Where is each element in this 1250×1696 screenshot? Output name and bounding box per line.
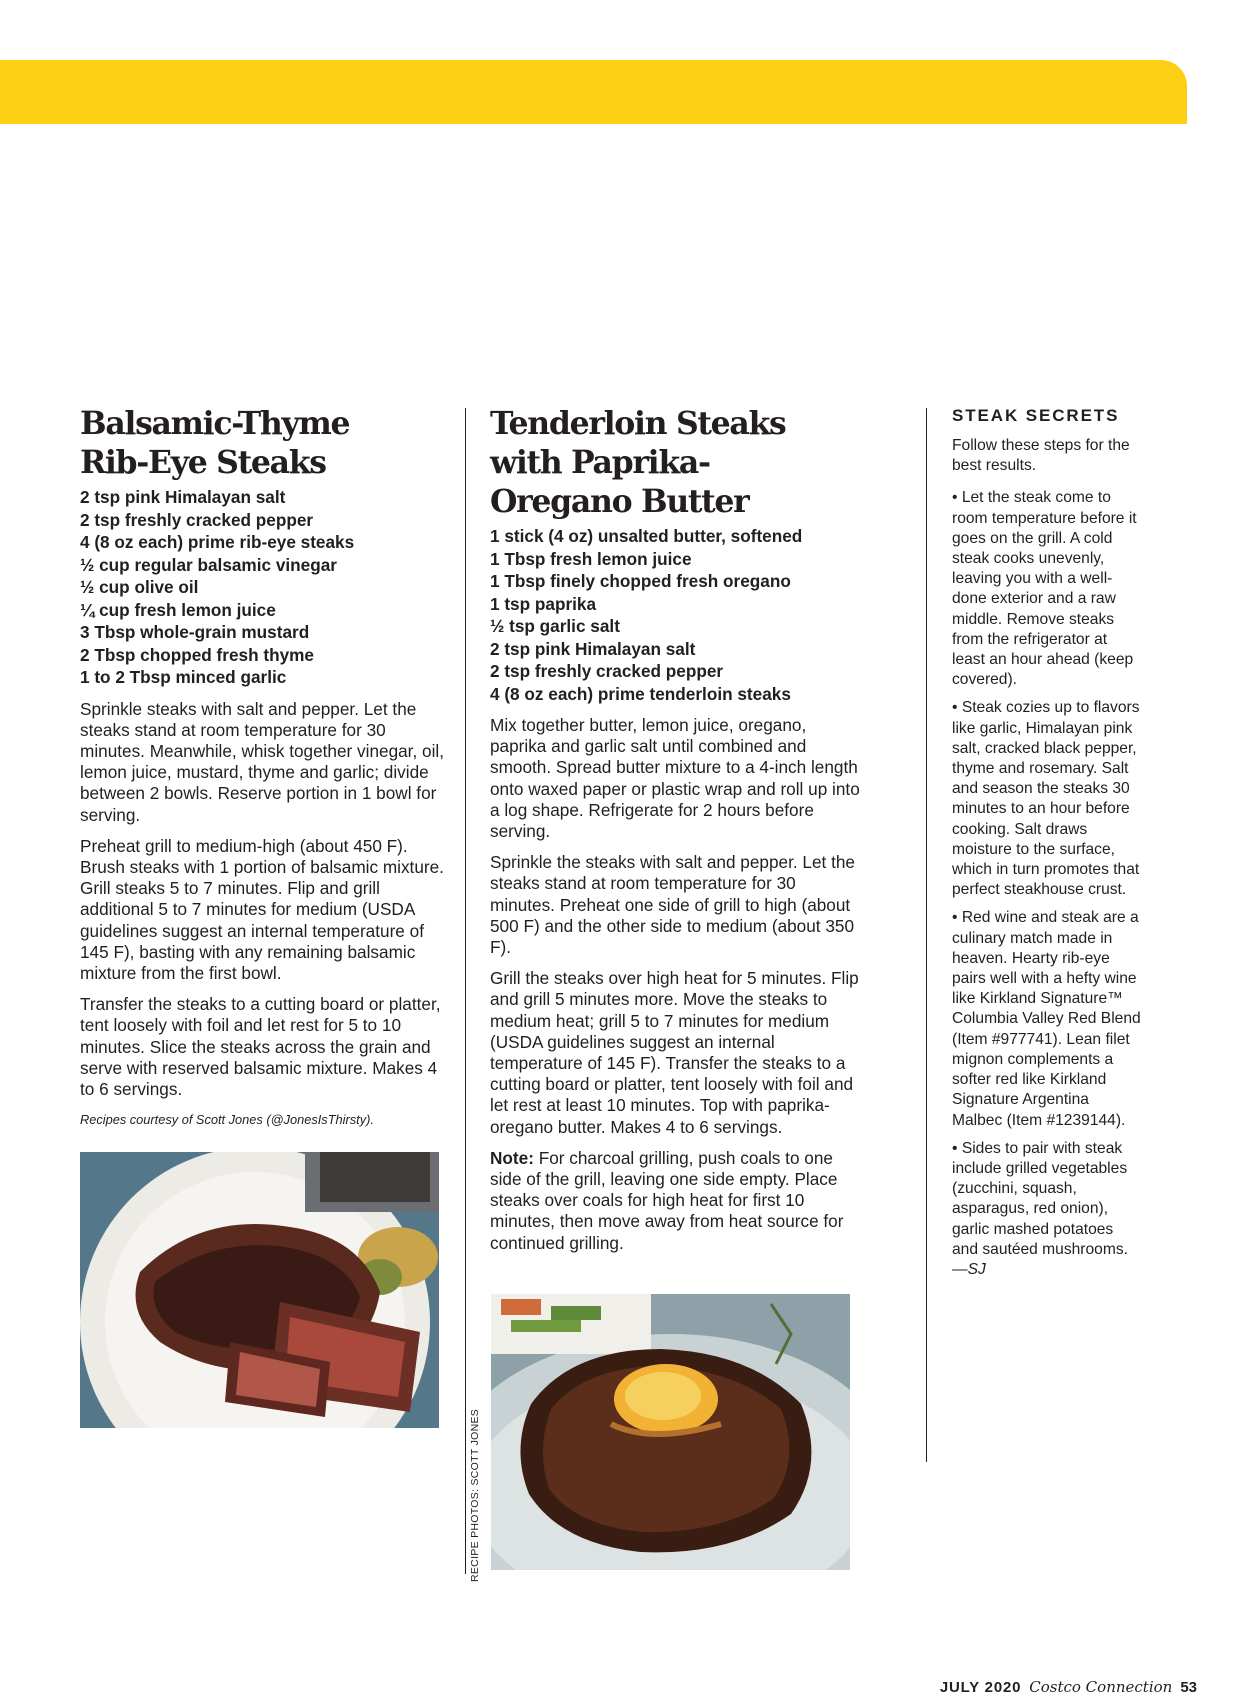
tenderloin-photo bbox=[491, 1294, 850, 1570]
recipe-credit: Recipes courtesy of Scott Jones (@JonesIsThirsty). bbox=[80, 1112, 374, 1128]
header-banner bbox=[0, 60, 1187, 124]
tip-text: Sides to pair with steak include grilled vegetables (zucchini, squash, asparagus, red onion), garlic mashed potatoes and sautéed mushrooms. bbox=[952, 1139, 1128, 1258]
recipe-step: Transfer the steaks to a cutting board or platter, tent loosely with foil and let rest for 5 to 10 minutes. Slice the steaks across the grain and serve with reserved balsamic mixture. Makes 4 to 6 servings. bbox=[80, 994, 441, 1099]
recipe-step: Mix together butter, lemon juice, oregano, paprika and garlic salt until combined and smooth. Spread butter mixture to a 4-inch length onto waxed paper or plastic wrap and roll up into a log shape. Refrigerate for 2 hours before serving. bbox=[490, 715, 860, 842]
ingredient: ½ cup olive oil bbox=[80, 577, 199, 597]
tip-signoff: —SJ bbox=[952, 1260, 986, 1278]
ingredient: ½ cup regular balsamic vinegar bbox=[80, 554, 337, 575]
ingredient: 2 Tbsp chopped fresh thyme bbox=[80, 644, 314, 665]
recipe-note bbox=[490, 1148, 860, 1254]
tip-item bbox=[952, 908, 1142, 1130]
tip-text: Steak cozies up to flavors like garlic, Himalayan pink salt, cracked black pepper, thyme and rosemary. Salt and season the steaks 30 minutes to an hour before cooking. Salt draws moisture to the surface, which in turn promotes that perfect steakhouse crust. bbox=[952, 699, 1140, 899]
bullet-icon: • bbox=[952, 909, 958, 927]
recipe-step: Sprinkle the steaks with salt and pepper. Let the steaks stand at room temperature for 30 minutes. Preheat one side of grill to high (about 500 F) and the other side to medium (about 350 F). bbox=[490, 852, 855, 958]
recipe-title bbox=[80, 404, 450, 482]
note-text: For charcoal grilling, push coals to one side of the grill, leaving one side empty. Place steaks over coals for high heat for first 10 minutes, then move away from heat source for continued grilling. bbox=[490, 1147, 844, 1253]
recipe-title bbox=[490, 404, 860, 521]
tip-item bbox=[952, 698, 1142, 900]
column-divider bbox=[465, 408, 466, 1574]
ingredient: 2 tsp pink Himalayan salt bbox=[490, 638, 696, 659]
ingredient: 1 tsp paprika bbox=[490, 593, 597, 614]
ingredient: 3 Tbsp whole-grain mustard bbox=[80, 622, 310, 642]
recipe-title-line: Rib-Eye Steaks bbox=[80, 444, 326, 481]
sidebar-title: STEAK SECRETS bbox=[952, 406, 1120, 425]
page-number: 53 bbox=[1180, 1679, 1197, 1696]
ingredient: ¼ cup fresh lemon juice bbox=[80, 599, 276, 620]
recipe-step: Grill the steaks over high heat for 5 minutes. Flip and grill 5 minutes more. Move the steaks to medium heat; grill 5 to 7 minutes for medium (USDA guidelines suggest an internal temperature of 145 F). Transfer the steaks to a cutting board or platter, tent loosely with foil and let rest at least 10 minutes. Top with paprika-oregano butter. Makes 4 to 6 servings. bbox=[490, 968, 859, 1137]
column-divider bbox=[926, 408, 927, 1462]
recipe-title-line: Balsamic-Thyme bbox=[80, 405, 350, 442]
recipe-title-line: with Paprika- bbox=[490, 444, 710, 481]
recipe-step: Sprinkle steaks with salt and pepper. Let the steaks stand at room temperature for 30 minutes. Meanwhile, whisk together vinegar, oil, lemon juice, mustard, thyme and garlic; divide between 2 bowls. Reserve portion in 1 bowl for serving. bbox=[80, 698, 444, 825]
ingredient: 2 tsp freshly cracked pepper bbox=[490, 661, 724, 681]
recipe-step: Preheat grill to medium-high (about 450 F). Brush steaks with 1 portion of balsamic mixture. Grill steaks 5 to 7 minutes. Flip and grill additional 5 to 7 minutes for medium (USDA guidelines suggest an internal temperature of 145 F), basting with any remaining balsamic mixture from the first bowl. bbox=[80, 835, 444, 983]
ingredient: 1 to 2 Tbsp minced garlic bbox=[80, 667, 287, 687]
recipe-balsamic-rib-eye bbox=[80, 404, 450, 1141]
rib-eye-illustration bbox=[80, 1152, 439, 1428]
ingredient: 4 (8 oz each) prime rib-eye steaks bbox=[80, 532, 355, 552]
page-footer bbox=[940, 1678, 1197, 1696]
rib-eye-photo bbox=[80, 1152, 439, 1428]
sidebar-intro: Follow these steps for the best results. bbox=[952, 437, 1130, 475]
bullet-icon: • bbox=[952, 489, 958, 507]
steak-secrets-sidebar bbox=[952, 406, 1142, 1288]
bullet-icon: • bbox=[952, 699, 958, 717]
tip-text: Let the steak come to room temperature before it goes on the grill. A cold steak cooks unevenly, leaving you with a well-done exterior and a raw middle. Remove steaks from the refrigerator at least an hour ahead (keep covered). bbox=[952, 489, 1137, 689]
tenderloin-illustration bbox=[491, 1294, 850, 1570]
recipe-title-line: Tenderloin Steaks bbox=[490, 405, 786, 442]
issue-date: JULY 2020 bbox=[939, 1679, 1022, 1696]
ingredient: 1 stick (4 oz) unsalted butter, softened bbox=[490, 526, 803, 546]
publication-name: Costco Connection bbox=[1029, 1678, 1173, 1696]
ingredient: 1 Tbsp fresh lemon juice bbox=[490, 548, 692, 569]
ingredient-list bbox=[490, 525, 860, 705]
ingredient: ½ tsp garlic salt bbox=[490, 616, 620, 636]
ingredient-list bbox=[80, 486, 450, 689]
ingredient: 2 tsp pink Himalayan salt bbox=[80, 487, 286, 507]
bullet-icon: • bbox=[952, 1139, 958, 1157]
ingredient: 1 Tbsp finely chopped fresh oregano bbox=[490, 571, 791, 591]
photo-credit: RECIPE PHOTOS: SCOTT JONES bbox=[469, 1408, 481, 1582]
tip-item bbox=[952, 1139, 1142, 1280]
ingredient: 2 tsp freshly cracked pepper bbox=[80, 509, 314, 530]
ingredient: 4 (8 oz each) prime tenderloin steaks bbox=[490, 683, 791, 704]
recipe-tenderloin bbox=[490, 404, 860, 1264]
note-label: Note: bbox=[490, 1147, 534, 1168]
tip-text: Red wine and steak are a culinary match made in heaven. Hearty rib-eye pairs well with a hefty wine like Kirkland Signature™ Columbia Valley Red Blend (Item #977741). Lean filet mignon complements a softer red like Kirkland Signature Argentina Malbec (Item #1239144). bbox=[952, 909, 1141, 1129]
recipe-title-line: Oregano Butter bbox=[490, 483, 749, 520]
tip-item bbox=[952, 488, 1142, 690]
